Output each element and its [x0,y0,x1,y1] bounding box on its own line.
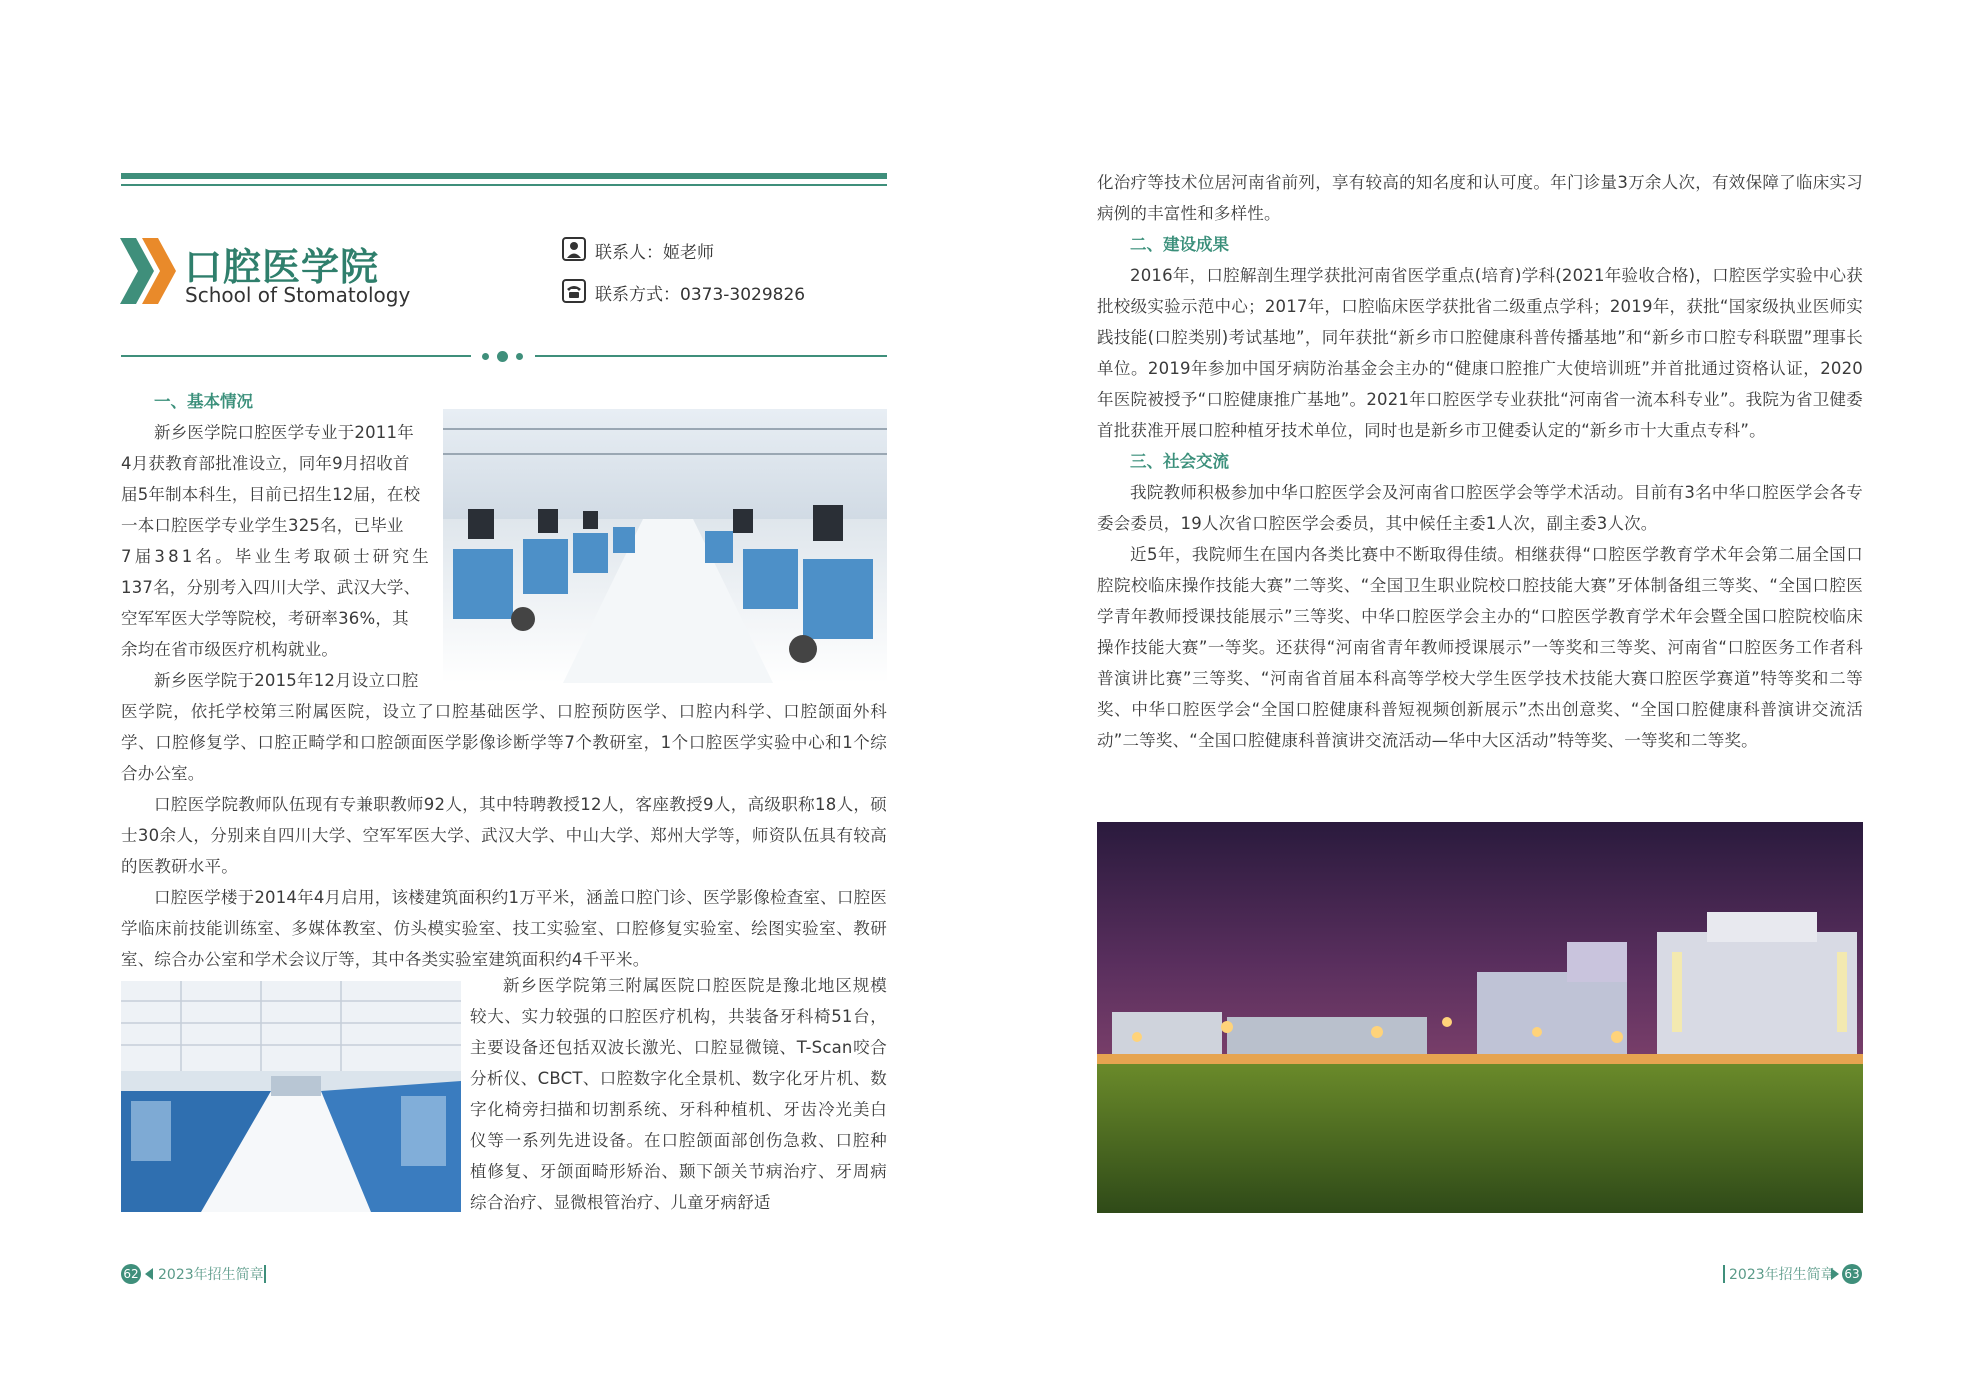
footer-text-right: 2023年招生简章 [1729,1267,1835,1283]
body-text-block-2 [470,970,887,1218]
contact-phone: 联系方式：0373-3029826 [595,285,806,305]
top-rule-thick [121,173,887,179]
page-number-badge-right [1842,1264,1862,1284]
school-title-en: School of Stomatology [185,283,411,307]
paragraph-building: 口腔医学楼于2014年4月启用，该楼建筑面积约1万平米，涵盖口腔门诊、医学影像检查室、口腔医学临床前技能训练室、多媒体教室、仿头模实验室、技工实验室、口腔修复实验室、绘图实验室、教研室、综合办公室和学术会议厅等，其中各类实验室建筑面积约4千平米。 [121,888,887,969]
divider-right [535,355,887,357]
paragraph-academic: 我院教师积极参加中华口腔医学会及河南省口腔医学会等学术活动。目前有3名中华口腔医学会各专委会委员，19人次省口腔医学会委员，其中候任主委1人次，副主委3人次。 [1097,483,1863,533]
paragraph-faculty: 口腔医学院教师队伍现有专兼职教师92人，其中特聘教授12人，客座教授9人，高级职称18人，硕士30余人，分别来自四川大学、空军军医大学、武汉大学、中山大学、郑州大学等，师资队伍具有较高的医教研水平。 [121,795,887,876]
text-line: 空军军医大学等院校，考研率36%，其 [121,609,409,628]
corridor-lab-photo [121,981,461,1212]
paragraph-achievements: 2016年，口腔解剖生理学获批河南省医学重点(培育)学科(2021年验收合格)，口腔医学实验中心获批校级实验示范中心；2017年，口腔临床医学获批省二级重点学科；2019年，获批“国家级执业医师实践技能(口腔类别)考试基地”，同年获批“新乡市口腔健康科普传播基地”和“新乡市口腔专科联盟”理事长单位。2019年参加中国牙病防治基金会主办的“健康口腔推广大使培训班”并首批通过资格认证，2020年医院被授予“口腔健康推广基地”。2021年口腔医学专业获批“河南省一流本科专业”。我院为省卫健委首批获准开展口腔种植牙技术单位，同时也是新乡市卫健委认定的“新乡市十大重点专科”。 [1097,266,1864,440]
paragraph-departments: 医学院，依托学校第三附属医院，设立了口腔基础医学、口腔预防医学、口腔内科学、口腔颌面外科学、口腔修复学、口腔正畸学和口腔颌面医学影像诊断学等7个教研室，1个口腔医学实验中心和1个综合办公室。 [121,702,887,783]
text-line: 新乡医学院口腔医学专业于2011年 [154,423,414,442]
divider-left [121,355,471,357]
chevron-logo-icon [120,238,180,304]
dental-lab-photo [443,409,887,683]
right-text-block [1097,167,1863,756]
footer-text-left: 2023年招生简章 [158,1267,264,1283]
text-line: 7届381名。毕业生考取硕士研究生 [121,547,432,566]
right-arrow-mark [1831,1268,1839,1280]
left-arrow-mark [145,1268,153,1280]
phone-icon [562,279,586,303]
text-line: 137名，分别考入四川大学、武汉大学、 [121,578,421,597]
text-line: 余均在省市级医疗机构就业。 [121,640,339,659]
paragraph-awards: 近5年，我院师生在国内各类比赛中不断取得佳绩。相继获得“口腔医学教育学术年会第二届全国口腔院校临床操作技能大赛”二等奖、“全国卫生职业院校口腔技能大赛”牙体制备组三等奖、“全国口腔医学青年教师授课技能展示”三等奖、中华口腔医学会主办的“口腔医学教育学术年会暨全国口腔院校临床操作技能大赛”一等奖。还获得“河南省青年教师授课展示”一等奖和三等奖、河南省“口腔医务工作者科普演讲比赛”三等奖、“河南省首届本科高等学校大学生医学技术技能大赛口腔医学赛道”特等奖和二等奖、中华口腔医学会“全国口腔健康科普短视频创新展示”杰出创意奖、“全国口腔健康科普演讲交流活动”二等奖、“全国口腔健康科普演讲交流活动—华中大区活动”特等奖、一等奖和二等奖。 [1097,545,1863,750]
footer-bar-left [264,1265,266,1283]
top-rule-thin [121,184,887,186]
contact-person: 联系人：姬老师 [595,243,714,263]
text-line: 新乡医学院于2015年12月设立口腔 [154,671,419,690]
section-heading-exchange: 三、社会交流 [1130,452,1229,471]
page-number-badge-left [121,1264,141,1284]
paragraph-hospital: 新乡医学院第三附属医院口腔医院是豫北地区规模较大、实力较强的口腔医疗机构，共装备牙科椅51台，主要设备还包括双波长激光、口腔显微镜、T-Scan咬合分析仪、CBCT、口腔数字化全景机、数字化牙片机、数字化椅旁扫描和切割系统、牙科种植机、牙齿冷光美白仪等一系列先进设备。在口腔颌面部创伤急救、口腔种植修复、牙颌面畸形矫治、颞下颌关节病治疗、牙周病综合治疗、显微根管治疗、儿童牙病舒适 [470,976,887,1212]
body-text-block-1 [121,696,887,975]
text-line: 4月获教育部批准设立，同年9月招收首 [121,454,410,473]
page-number-right: 63 [1844,1267,1860,1281]
footer-bar-right [1723,1265,1725,1283]
person-icon [562,237,586,261]
paragraph-continuation: 化治疗等技术位居河南省前列，享有较高的知名度和认可度。年门诊量3万余人次，有效保障了临床实习病例的丰富性和多样性。 [1097,173,1863,223]
page-number-left: 62 [123,1267,139,1281]
school-title-cn: 口腔医学院 [184,245,380,289]
campus-night-photo [1097,822,1863,1213]
text-line: 届5年制本科生，目前已招生12届，在校 [121,485,421,504]
divider-dots [480,350,526,362]
text-line: 一本口腔医学专业学生325名，已毕业 [121,516,404,535]
section-heading-achievements: 二、建设成果 [1130,235,1229,254]
section-heading-basic: 一、基本情况 [154,392,253,411]
intro-text-block [121,417,434,696]
